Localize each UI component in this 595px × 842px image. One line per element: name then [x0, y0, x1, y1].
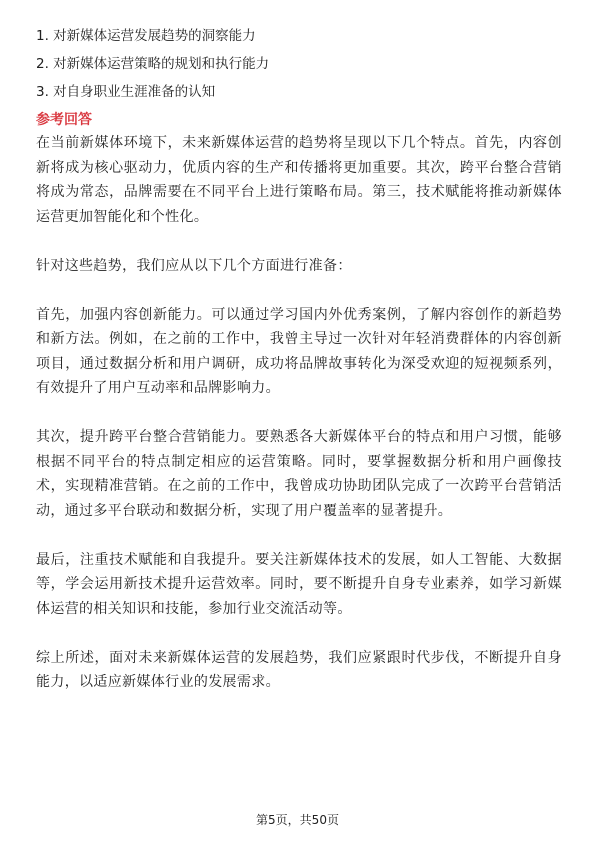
paragraph-cross-platform: 其次，提升跨平台整合营销能力。要熟悉各大新媒体平台的特点和用户习惯，能够根据不同平台的特点制定相应的运营策略。同时，要掌握数据分析和用户画像技术，实现精准营销。在之前的工作中，我曾成功协助团队完成了一次跨平台营销活动，通过多平台联动和数据分析，实现了用户覆盖率的显著提升。: [36, 429, 562, 519]
paragraph-gap: [36, 621, 562, 646]
page-number-footer: 第5页，共50页: [256, 813, 339, 827]
paragraph-conclusion: 综上所述，面对未来新媒体运营的发展趋势，我们应紧跟时代步伐，不断提升自身能力，以适应新媒体行业的发展需求。: [36, 649, 562, 690]
page-content: [36, 24, 562, 695]
paragraph-trends: 在当前新媒体环境下，未来新媒体运营的趋势将呈现以下几个特点。首先，内容创新将成为核心驱动力，优质内容的生产和传播将更加重要。其次，跨平台整合营销将成为常态，品牌需要在不同平台上进行策略布局。第三，技术赋能将推动新媒体运营更加智能化和个性化。: [36, 135, 562, 225]
criteria-item-2: 2. 对新媒体运营策略的规划和执行能力: [36, 56, 270, 72]
answer-section-title: 参考回答: [36, 112, 92, 128]
paragraph-content-innovation: 首先，加强内容创新能力。可以通过学习国内外优秀案例，了解内容创作的新趋势和新方法。例如，在之前的工作中，我曾主导过一次针对年轻消费群体的内容创新项目，通过数据分析和用户调研，成功将品牌故事转化为深受欢迎的短视频系列，有效提升了用户互动率和品牌影响力。: [36, 306, 562, 396]
paragraph-gap: [36, 401, 562, 426]
paragraph-intro: 针对这些趋势，我们应从以下几个方面进行准备：: [36, 257, 352, 274]
paragraph-gap: [36, 229, 562, 254]
paragraph-gap: [36, 523, 562, 548]
criteria-item-1: 1. 对新媒体运营发展趋势的洞察能力: [36, 28, 256, 44]
paragraph-tech-empowerment: 最后，注重技术赋能和自我提升。要关注新媒体技术的发展，如人工智能、大数据等，学会运用新技术提升运营效率。同时，要不断提升自身专业素养，如学习新媒体运营的相关知识和技能，参加行业交流活动等。: [36, 551, 562, 617]
paragraph-gap: [36, 278, 562, 303]
criteria-item-3: 3. 对自身职业生涯准备的认知: [36, 84, 216, 100]
